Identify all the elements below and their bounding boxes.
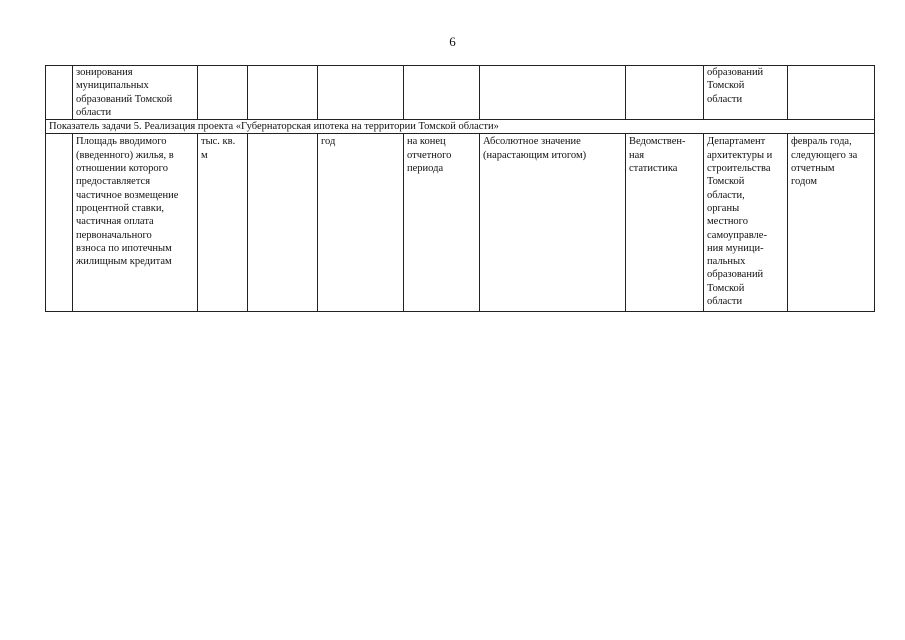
periodicity-text: год xyxy=(321,136,336,148)
table-cell-timing xyxy=(404,134,480,312)
table-row-main xyxy=(46,134,875,312)
table-cell-unit xyxy=(198,134,248,312)
table-section-header-row xyxy=(46,120,875,134)
indicator-text: Площадь вводимого (введенного) жилья, в отношении которого предоставляется частичное возмещение процентной ставки, частичная оплата первоначального взноса по ипотечным жилищным кредитам xyxy=(76,136,179,268)
section-header: Показатель задачи 5. Реализация проекта «Губернаторская ипотека на территории Томской области» xyxy=(46,120,875,134)
source-text: Ведомствен- ная статистика xyxy=(629,136,686,175)
indicators-table xyxy=(45,65,875,312)
table-cell-responsible xyxy=(704,66,788,120)
responsible-text: Департамент архитектуры и строительства Томской области, органы местного самоуправле- ния муници- пальных образований Томской области xyxy=(707,136,773,308)
table-cell-unit xyxy=(198,66,248,120)
indicator-text: зонирования муниципальных образований Томской области xyxy=(76,67,173,118)
timing-text: на конец отчетного периода xyxy=(407,136,452,175)
table-cell-deadline xyxy=(788,66,875,120)
table-cell-deadline xyxy=(788,134,875,312)
table-row-continued xyxy=(46,66,875,120)
table-cell-timing xyxy=(404,66,480,120)
table-cell-number xyxy=(46,134,73,312)
page-number: 6 xyxy=(449,34,456,49)
table-cell-source xyxy=(626,66,704,120)
unit-text: тыс. кв. м xyxy=(201,136,236,161)
table-cell-periodicity xyxy=(318,66,404,120)
table-cell-responsible xyxy=(704,134,788,312)
table-cell-calculation xyxy=(480,134,626,312)
calculation-text: Абсолютное значение (нарастающим итогом) xyxy=(483,136,587,161)
table-cell-indicator xyxy=(73,66,198,120)
table-cell-col4 xyxy=(248,66,318,120)
table-cell-source xyxy=(626,134,704,312)
table-cell-indicator xyxy=(73,134,198,312)
responsible-text: образований Томской области xyxy=(707,67,764,105)
table-cell-calculation xyxy=(480,66,626,120)
deadline-text: февраль года, следующего за отчетным годом xyxy=(791,136,858,188)
table-cell-number xyxy=(46,66,73,120)
table-cell-col4 xyxy=(248,134,318,312)
table-cell-periodicity xyxy=(318,134,404,312)
